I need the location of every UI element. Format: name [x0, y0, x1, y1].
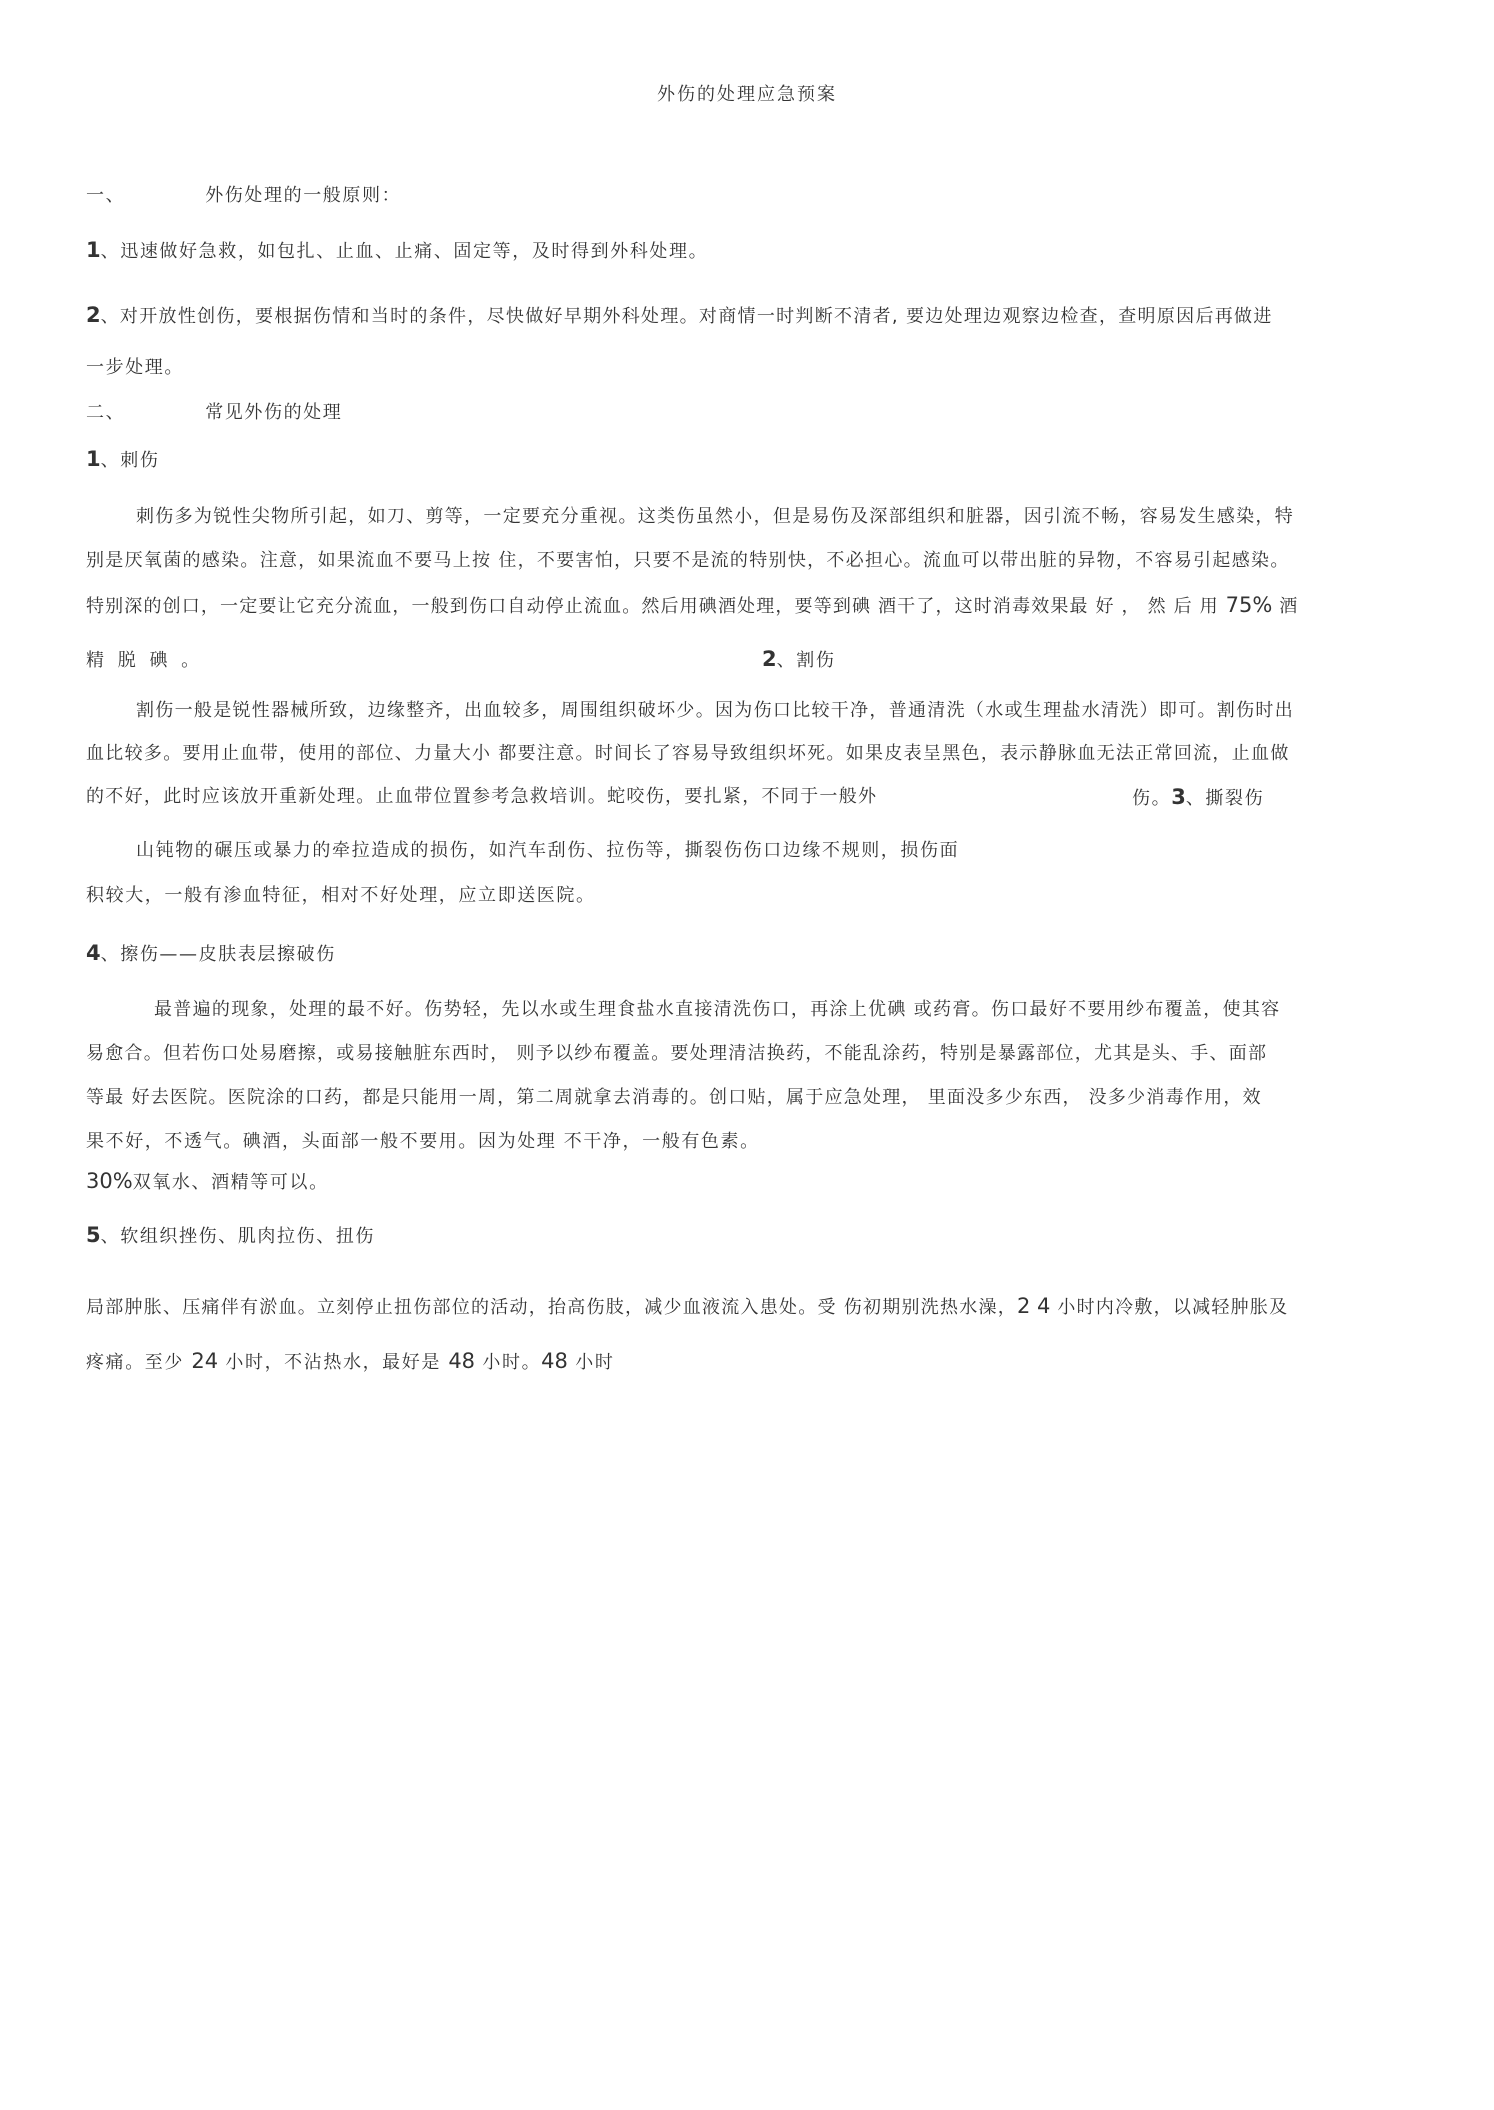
stab-body-line-1: 刺伤多为锐性尖物所引起，如刀、剪等，一定要充分重视。这类伤虽然小，但是易伤及深部组织和脏器，因引流不畅，容易发生感染，特 [136, 506, 1294, 527]
cut-body-line-1: 割伤一般是锐性器械所致，边缘整齐，出血较多，周围组织破坏少。因为伤口比较干净，普通清洗（水或生理盐水清洗）即可。割伤时出 [136, 700, 1294, 721]
document-title: 外伤的处理应急预案 [657, 84, 837, 105]
cut-body-line-2: 血比较多。要用止血带，使用的部位、力量大小 都要注意。时间长了容易导致组织坏死。如果皮表呈黑色，表示静脉血无法正常回流，止血做 [86, 743, 1290, 764]
item-number: 2 [86, 303, 101, 327]
section-title: 常见外伤的处理 [205, 402, 343, 423]
section-number: 二、 [86, 402, 126, 423]
item-number: 5 [86, 1223, 101, 1247]
paragraph-text: 、对开放性创伤，要根据伤情和当时的条件，尽快做好早期外科处理。对商情一时判断不清者, 要边处理边观察边检查，查明原因后再做进 [100, 306, 1273, 327]
body-text: 酒 [1272, 596, 1299, 617]
item-number: 2 [762, 647, 777, 671]
soft-tissue-body-line-2 [86, 1348, 614, 1376]
subheading-abrasion [86, 940, 336, 968]
body-text: 小时内冷敷，以减轻肿胀及 [1050, 1297, 1289, 1318]
body-text: 局部肿胀、压痛伴有淤血。立刻停止扭伤部位的活动，抬高伤肢，减少血液流入患处。受 伤初期别洗热水澡， [86, 1297, 1017, 1318]
item-number: 4 [86, 941, 101, 965]
body-text: 伤。 [1132, 788, 1172, 809]
body-text: 疼痛。至少 [86, 1352, 192, 1373]
cut-body-line-3: 的不好，此时应该放开重新处理。止血带位置参考急救培训。蛇咬伤，要扎紧，不同于一般外 [86, 786, 878, 807]
body-text: 双氧水、酒精等可以。 [132, 1172, 329, 1193]
paragraph-2 [86, 302, 1273, 330]
abrasion-body-line-1: 最普遍的现象，处理的最不好。伤势轻，先以水或生理食盐水直接清洗伤口，再涂上优碘 或药膏。伤口最好不要用纱布覆盖，使其容 [154, 999, 1281, 1020]
stab-body-line-3 [86, 592, 1298, 620]
subheading-label: 、刺伤 [100, 450, 160, 471]
body-text: 小时 [567, 1352, 615, 1373]
subheading-label: 、软组织挫伤、肌肉拉伤、扭伤 [100, 1226, 376, 1247]
soft-tissue-body-line-1 [86, 1293, 1288, 1321]
subheading-stab-wound [86, 446, 159, 474]
body-text: 小时，不沾热水，最好是 [218, 1352, 449, 1373]
subheading-label: 、撕裂伤 [1185, 788, 1265, 809]
stab-body-line-2: 别是厌氧菌的感染。注意，如果流血不要马上按 住，不要害怕，只要不是流的特别快，不必担心。流血可以带出脏的异物，不容易引起感染。 [86, 550, 1290, 571]
subheading-cut-wound [762, 646, 835, 674]
cut-body-line-3-end [1132, 784, 1264, 812]
paragraph-text: 、迅速做好急救，如包扎、止血、止痛、固定等，及时得到外科处理。 [100, 241, 709, 262]
paragraph-1 [86, 237, 708, 265]
section-heading-2 [86, 400, 342, 426]
hours-value: 48 [541, 1349, 568, 1373]
subheading-label: 、割伤 [776, 650, 836, 671]
item-number: 1 [86, 238, 101, 262]
percent-value: 75% [1225, 593, 1273, 617]
section-title: 外伤处理的一般原则： [205, 185, 402, 206]
abrasion-body-line-5 [86, 1168, 329, 1196]
body-text: 特别深的创口，一定要让它充分流血，一般到伤口自动停止流血。然后用碘酒处理，要等到碘 酒干了，这时消毒效果最 好 ， 然 后 用 [86, 596, 1226, 617]
section-heading-1 [86, 183, 401, 209]
percent-value: 30% [86, 1169, 133, 1193]
hours-value: 2 4 [1016, 1294, 1051, 1318]
hours-value: 48 [448, 1349, 476, 1373]
paragraph-2-continued: 一步处理。 [86, 357, 184, 378]
section-number: 一、 [86, 185, 126, 206]
subheading-soft-tissue [86, 1222, 375, 1250]
abrasion-body-line-3: 等最 好去医院。医院涂的口药，都是只能用一周，第二周就拿去消毒的。创口贴，属于应急处理， 里面没多少东西， 没多少消毒作用，效 [86, 1087, 1262, 1108]
abrasion-body-line-2: 易愈合。但若伤口处易磨擦，或易接触脏东西时， 则予以纱布覆盖。要处理清洁换药，不能乱涂药，特别是暴露部位，尤其是头、手、面部 [86, 1043, 1268, 1064]
item-number: 1 [86, 447, 101, 471]
stab-body-line-4: 精 脱 碘 。 [86, 650, 204, 671]
body-text: 小时。 [475, 1352, 542, 1373]
tear-body-line-1: 山钝物的碾压或暴力的牵拉造成的损伤，如汽车刮伤、拉伤等，撕裂伤伤口边缘不规则，损伤面 [136, 840, 960, 861]
tear-body-line-2: 积较大，一般有渗血特征，相对不好处理，应立即送医院。 [86, 885, 596, 906]
item-number: 3 [1171, 785, 1186, 809]
hours-value: 24 [191, 1349, 219, 1373]
subheading-label: 、擦伤——皮肤表层擦破伤 [100, 944, 336, 965]
abrasion-body-line-4: 果不好，不透气。碘酒，头面部一般不要用。因为处理 不干净，一般有色素。 [86, 1131, 760, 1152]
